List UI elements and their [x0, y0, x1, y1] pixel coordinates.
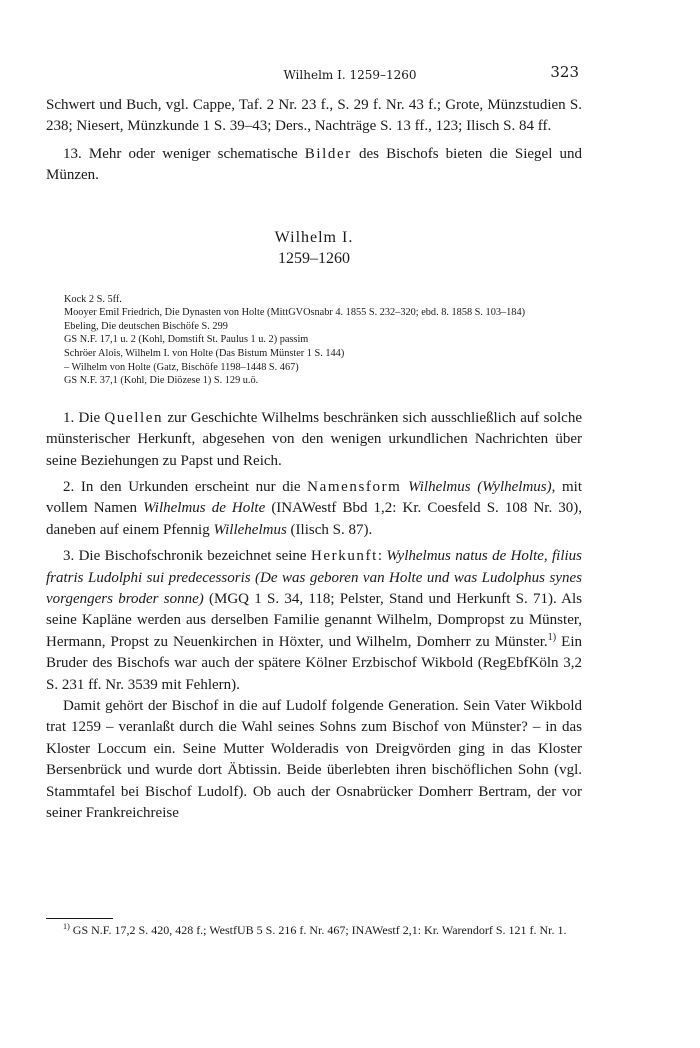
bibliography-entry: Ebeling, Die deutschen Bischöfe S. 299 [64, 320, 228, 332]
section-heading [46, 227, 582, 269]
bibliography-entry: Kock 2 S. 5ff. [64, 293, 122, 305]
text-run: (Ilisch S. 87). [286, 521, 373, 538]
paragraph-3 [46, 546, 582, 696]
bibliography-entry: GS N.F. 17,1 u. 2 (Kohl, Domstift St. Paulus 1 u. 2) passim [64, 334, 309, 346]
text-run: (MGQ 1 S. 34, 118; Pelster, Stand und Herkunft S. 71). Als seine Kapläne werden aus derselben Familie genannt Wilhelm, Dompropst zu Münster, Hermann, Propst zu Neuenkirchen in Höxter, und Wilhelm, Domherr zu Münster. [46, 591, 582, 650]
spaced-term: Herkunft [310, 548, 378, 565]
bibliography-list [64, 293, 582, 388]
text-run: 13. Mehr oder weniger schematische [63, 145, 305, 162]
bibliography-entry: – Wilhelm von Holte (Gatz, Bischöfe 1198–1448 S. 467) [64, 361, 299, 373]
bibliography-entry: Schröer Alois, Wilhelm I. von Holte (Das Bistum Münster 1 S. 144) [64, 348, 345, 359]
text-run: : [377, 548, 387, 565]
section-title: Wilhelm I. [274, 228, 354, 246]
italic-term: Wilhelmus de Holte [143, 500, 266, 517]
text-run: Ein Bruder des Bischofs war auch der spätere Kölner Erzbischof Wikbold (RegEbfKöln 3,2 S. 231 ff. Nr. 3539 mit Fehlern). [46, 633, 582, 693]
footnote-text [46, 922, 582, 939]
intro-paragraph-2 [46, 144, 582, 187]
bibliography-entry: GS N.F. 37,1 (Kohl, Die Diözese 1) S. 129 u.ö. [64, 375, 259, 387]
body-text [46, 408, 582, 825]
paragraph-1 [46, 408, 582, 472]
spaced-term: Bilder [304, 145, 352, 162]
text-run: des Bischofs bieten die Siegel und Münzen. [46, 145, 582, 184]
paragraph-4: Damit gehört der Bischof in die auf Ludolf folgende Generation. Sein Vater Wikbold trat 1259 – veranlaßt durch die Wahl seines Sohns zum Bischof von Münster? – in das Kloster Loccum ein. Seine Mutter Wolderadis von Dreigvörden ging in das Kloster Bersenbrück und wurde dort Äbtissin. Beide überlebten ihren bischöflichen Sohn (vgl. Stammtafel bei Bischof Ludolf). Ob auch der Osnabrücker Domherr Bertram, der vor seiner Frankreichreise [46, 698, 582, 822]
footnote [46, 922, 582, 939]
text-run: zur Geschichte Wilhelms beschränken sich ausschließlich auf solche münsterischer Herkunft, abgesehen von den wenigen urkundlichen Nachrichten über seine Beziehungen zu Papst und Reich. [46, 409, 582, 469]
main-text [46, 95, 582, 825]
footnote-marker: 1) [63, 922, 70, 931]
footnote-divider [46, 918, 113, 919]
text-run: 2. In den Urkunden erscheint nur die [63, 479, 308, 495]
bibliography-entry: Mooyer Emil Friedrich, Die Dynasten von Holte (MittGVOsnabr 4. 1855 S. 232–320; ebd. 8. 1858 S. 103–184) [64, 307, 526, 319]
text-run: , mit vollem Namen [46, 479, 582, 517]
footnote-reference[interactable]: 1) [547, 631, 557, 643]
italic-quote: Wylhelmus natus de Holte, filius fratris Ludolphi sui predecessoris (De was geboren van Holte und was Ludolphus synes vorgengers broder sonne) [46, 548, 583, 608]
italic-term: Willehelmus [213, 521, 287, 538]
spaced-term: Namensform [307, 479, 402, 495]
section-years: 1259–1260 [278, 249, 350, 267]
spaced-term: Quellen [104, 409, 164, 426]
running-header: Wilhelm I. 1259–1260 [283, 68, 417, 82]
text-run: GS N.F. 17,2 S. 420, 428 f.; WestfUB 5 S. 216 f. Nr. 467; INAWestf 2,1: Kr. Warendorf S. 121 f. Nr. 1. [69, 923, 567, 937]
page-number: 323 [550, 63, 579, 81]
text-run: 3. Die Bischofschronik bezeichnet seine [63, 548, 311, 565]
paragraph-2 [46, 477, 582, 541]
italic-term: Wilhelmus (Wylhelmus) [408, 479, 552, 495]
intro-paragraph-1: Schwert und Buch, vgl. Cappe, Taf. 2 Nr. 23 f., S. 29 f. Nr. 43 f.; Grote, Münzstudien S. 238; Niesert, Münzkunde 1 S. 39–43; Ders., Nachträge S. 13 ff., 123; Ilisch S. 84 ff. [46, 97, 582, 135]
text-run: 1. Die [63, 409, 105, 426]
text-run: (INAWestf Bbd 1,2: Kr. Coesfeld S. 108 Nr. 30), daneben auf einem Pfennig [46, 500, 583, 538]
